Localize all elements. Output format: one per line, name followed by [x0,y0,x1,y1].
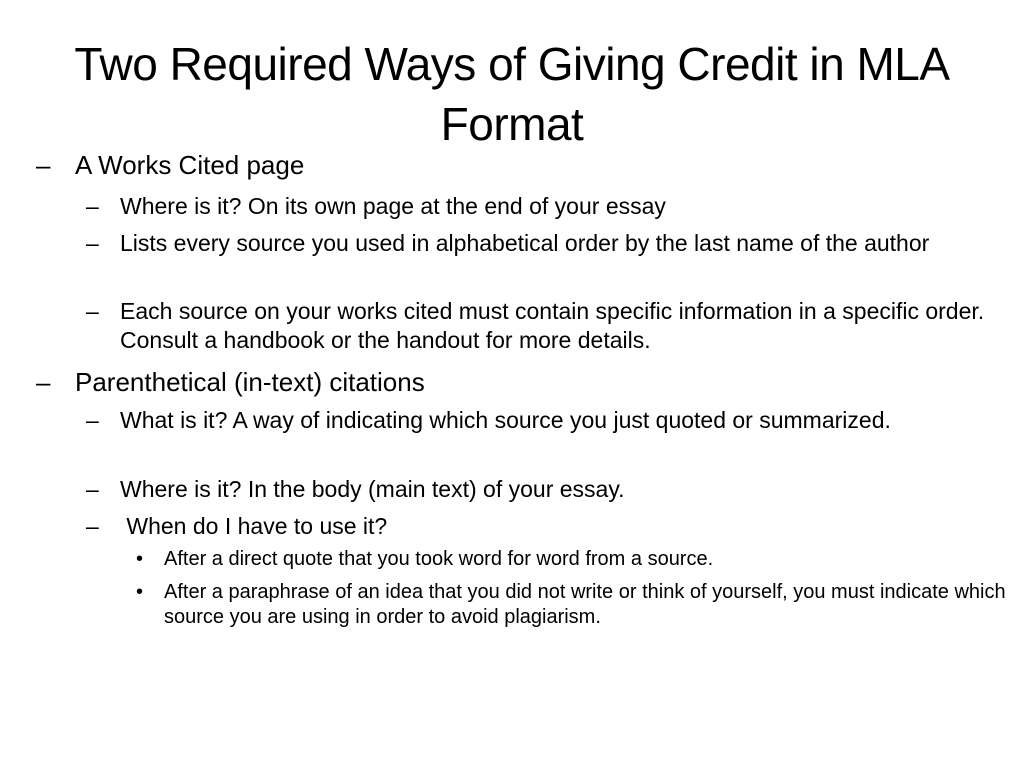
bullet-text: Where is it? In the body (main text) of your essay. [120,476,625,502]
bullet-text: Each source on your works cited must contain specific information in a specific order. Consult a handbook or the handout for more details. [120,298,985,353]
dash-marker: – [86,230,99,256]
bullet-text: Where is it? On its own page at the end of your essay [120,193,666,219]
bullet-text: After a direct quote that you took word for word from a source. [164,548,714,570]
bullet-text: What is it? A way of indicating which source you just quoted or summarized. [120,407,891,433]
dash-marker: – [86,513,99,539]
dash-marker: – [86,298,99,324]
dash-marker: – [36,150,51,180]
round-bullet-marker: • [136,581,144,603]
slide-title: Two Required Ways of Giving Credit in MLA Format [74,38,950,150]
bullet-text: Parenthetical (in-text) citations [75,367,425,397]
dash-marker: – [86,193,99,219]
bullet-text: When do I have to use it? [120,513,388,539]
bullet-text: Lists every source you used in alphabetical order by the last name of the author [120,230,930,256]
bullet-text: After a paraphrase of an idea that you did not write or think of yourself, you must indicate which source you are using in order to avoid plagiarism. [164,581,1006,628]
dash-marker: – [86,407,99,433]
round-bullet-marker: • [136,548,144,570]
bullet-text: A Works Cited page [75,150,305,180]
dash-marker: – [36,367,51,397]
dash-marker: – [86,476,99,502]
